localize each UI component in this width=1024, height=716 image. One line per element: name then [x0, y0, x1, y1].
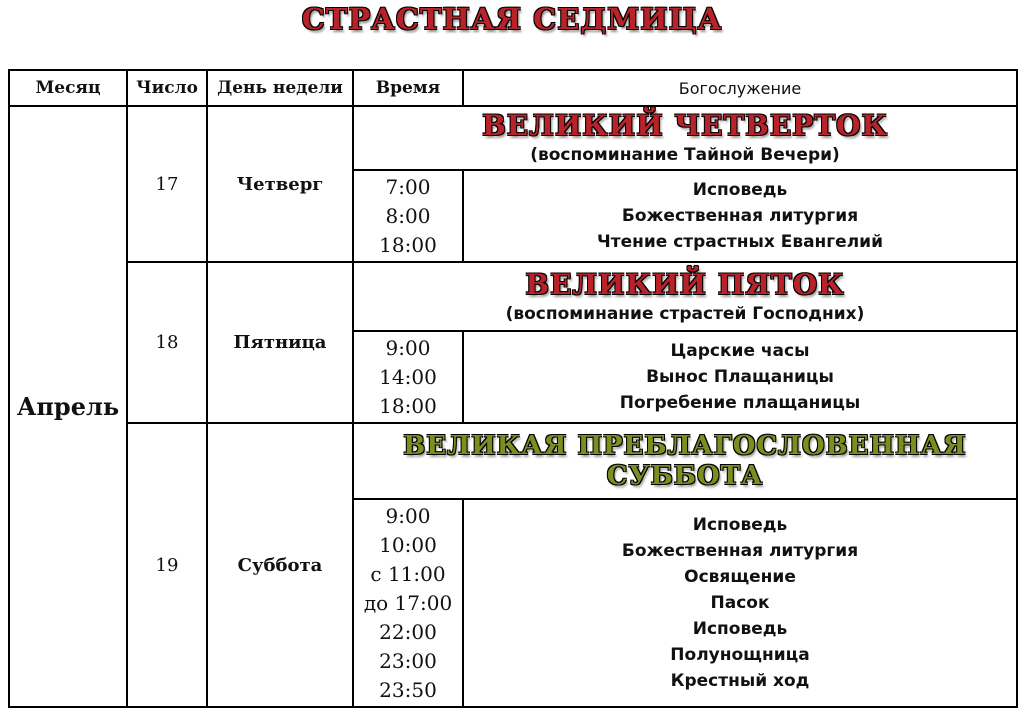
time-line: 22:00 — [379, 619, 437, 644]
time-cell — [353, 331, 463, 423]
schedule-table — [8, 69, 1018, 708]
table-row — [9, 106, 1017, 170]
header-row — [9, 70, 1017, 106]
page-title: СТРАСТНАЯ СЕДМИЦА — [301, 2, 723, 36]
header-time: Время — [353, 70, 463, 106]
time-line: 9:00 — [385, 335, 431, 360]
feast-title: ВЕЛИКАЯ ПРЕБЛАГОСЛОВЕННАЯ — [354, 431, 1016, 461]
time-line: 23:50 — [379, 677, 437, 702]
header-number: Число — [127, 70, 207, 106]
table-row — [9, 423, 1017, 499]
service-cell — [463, 499, 1017, 707]
time-line: 23:00 — [379, 648, 437, 673]
weekday-name: Пятница — [207, 262, 353, 423]
service-line: Чтение страстных Евангелий — [596, 232, 883, 252]
time-cell — [353, 499, 463, 707]
service-line: Исповедь — [692, 619, 788, 639]
header-weekday: День недели — [207, 70, 353, 106]
service-line: Исповедь — [692, 180, 788, 200]
time-cell — [353, 170, 463, 262]
time-line: 18:00 — [379, 232, 437, 257]
service-line: Погребение плащаницы — [619, 393, 861, 413]
feast-header — [353, 423, 1017, 499]
feast-title: СУББОТА — [354, 461, 1016, 491]
service-line: Исповедь — [692, 515, 788, 535]
feast-note: (воспоминание Тайной Вечери) — [530, 145, 840, 166]
service-cell — [463, 170, 1017, 262]
table-row — [9, 262, 1017, 331]
weekday-name: Четверг — [207, 106, 353, 262]
feast-header — [353, 106, 1017, 170]
service-line: Освящение — [684, 567, 796, 587]
time-line: с 11:00 — [370, 561, 446, 586]
time-line: до 17:00 — [363, 590, 453, 615]
month-cell: Апрель — [9, 106, 127, 707]
header-month: Месяц — [9, 70, 127, 106]
service-cell — [463, 331, 1017, 423]
service-line: Царские часы — [670, 341, 810, 361]
day-number: 18 — [127, 262, 207, 423]
day-number: 19 — [127, 423, 207, 707]
feast-title: ВЕЛИКИЙ ЧЕТВЕРТОК — [482, 109, 888, 143]
feast-header — [353, 262, 1017, 331]
feast-title: ВЕЛИКИЙ ПЯТОК — [525, 267, 845, 301]
service-line: Полунощница — [670, 645, 810, 665]
service-line: Пасок — [710, 593, 770, 613]
day-number: 17 — [127, 106, 207, 262]
weekday-name: Суббота — [207, 423, 353, 707]
service-line: Вынос Плащаницы — [646, 367, 834, 387]
time-line: 18:00 — [379, 393, 437, 418]
feast-note: (воспоминание страстей Господних) — [505, 303, 865, 324]
service-line: Божественная литургия — [621, 541, 859, 561]
time-line: 8:00 — [385, 203, 431, 228]
service-line: Крестный ход — [670, 671, 810, 691]
time-line: 10:00 — [379, 532, 437, 557]
time-line: 14:00 — [379, 364, 437, 389]
time-line: 9:00 — [385, 503, 431, 528]
header-service: Богослужение — [463, 70, 1017, 106]
time-line: 7:00 — [385, 174, 431, 199]
service-line: Божественная литургия — [621, 206, 859, 226]
